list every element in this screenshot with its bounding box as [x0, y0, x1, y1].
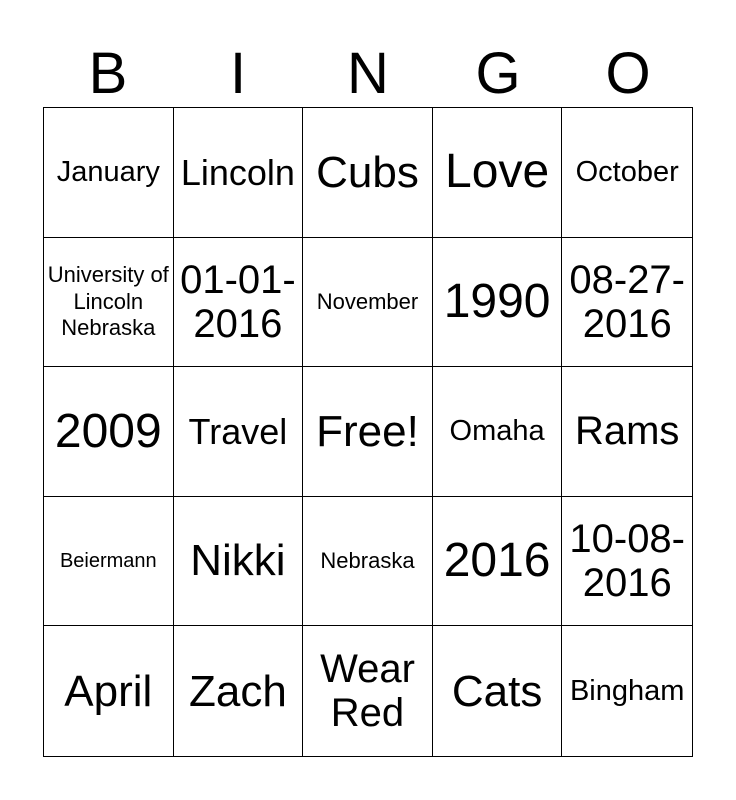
bingo-cell[interactable] [303, 626, 433, 756]
bingo-cell[interactable] [44, 108, 174, 238]
cell-text: 2016 [443, 534, 551, 588]
cell-text: Nebraska [320, 547, 415, 573]
bingo-cell[interactable] [44, 497, 174, 627]
bingo-cell[interactable] [174, 238, 304, 368]
free-space-text: Free! [316, 406, 419, 456]
cell-text: Beiermann [59, 550, 157, 573]
free-space-cell[interactable] [303, 367, 433, 497]
cell-text: Love [445, 145, 550, 199]
header-letter-i: I [229, 41, 247, 106]
bingo-cell[interactable] [433, 626, 563, 756]
bingo-cell[interactable] [433, 497, 563, 627]
bingo-cell[interactable] [562, 497, 692, 627]
bingo-cell[interactable] [433, 367, 563, 497]
cell-text: Nikki [190, 536, 286, 586]
bingo-cell[interactable] [562, 626, 692, 756]
bingo-cell[interactable] [174, 626, 304, 756]
bingo-cell[interactable] [44, 367, 174, 497]
header-letter-n: N [347, 41, 389, 106]
cell-text: October [575, 155, 679, 188]
bingo-header [43, 40, 693, 108]
bingo-cell[interactable] [562, 238, 692, 368]
cell-text: Wear Red [320, 647, 415, 736]
cell-text: 2009 [54, 404, 162, 458]
cell-text: 1990 [443, 274, 551, 328]
bingo-cell[interactable] [44, 626, 174, 756]
cell-text: Rams [574, 409, 680, 454]
cell-text: Cats [451, 666, 543, 716]
cell-text: Travel [188, 410, 288, 452]
bingo-cell[interactable] [433, 108, 563, 238]
bingo-cell[interactable] [303, 497, 433, 627]
cell-text: Lincoln [180, 151, 295, 193]
cell-text: 01-01-2016 [180, 257, 296, 346]
cell-text: 10-08-2016 [569, 517, 685, 606]
bingo-cell[interactable] [174, 108, 304, 238]
cell-text: Zach [188, 666, 287, 716]
bingo-board [43, 107, 693, 757]
cell-text: 08-27-2016 [569, 257, 685, 346]
bingo-cell[interactable] [44, 238, 174, 368]
bingo-cell[interactable] [303, 108, 433, 238]
cell-text: November [316, 288, 419, 314]
cell-text: January [56, 155, 160, 188]
bingo-cell[interactable] [433, 238, 563, 368]
cell-text: Omaha [449, 414, 545, 447]
cell-text: Cubs [316, 147, 419, 197]
header-letter-o: O [605, 41, 651, 106]
bingo-cell[interactable] [174, 497, 304, 627]
bingo-cell[interactable] [562, 108, 692, 238]
header-letter-g: G [475, 41, 521, 106]
bingo-cell[interactable] [303, 238, 433, 368]
cell-text: Bingham [569, 674, 685, 707]
header-letter-b: B [88, 41, 128, 106]
bingo-cell[interactable] [174, 367, 304, 497]
cell-text: April [64, 666, 153, 716]
bingo-cell[interactable] [562, 367, 692, 497]
cell-text: University of Lincoln Nebraska [47, 262, 169, 341]
